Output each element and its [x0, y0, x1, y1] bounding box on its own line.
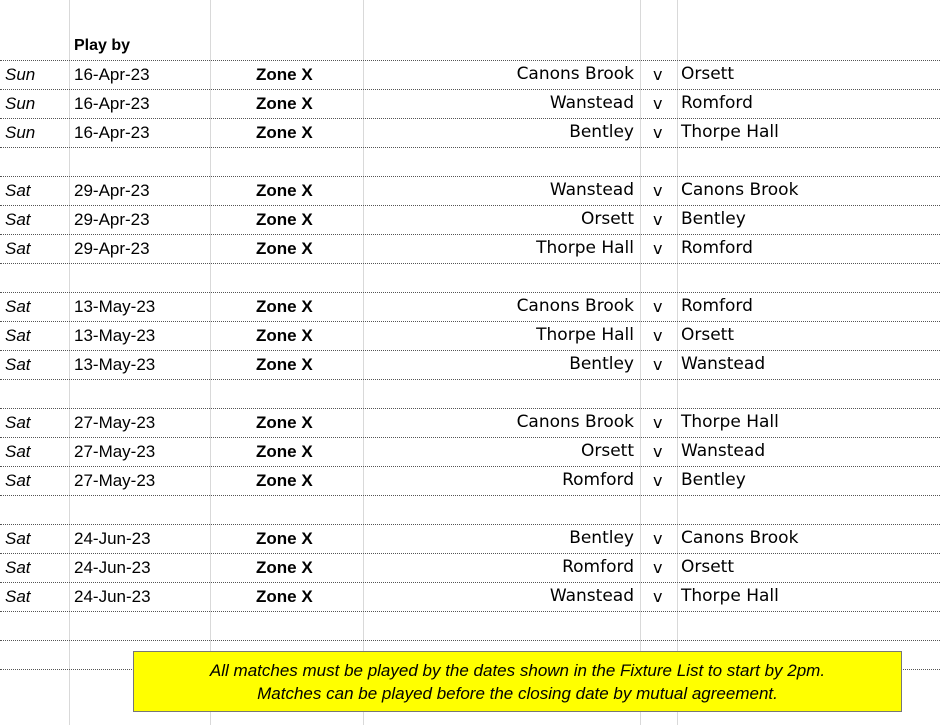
fixture-date[interactable]: 24-Jun-23 [74, 558, 151, 577]
versus-label[interactable]: v [653, 471, 663, 490]
home-team[interactable]: Wanstead [549, 180, 634, 200]
away-team[interactable]: Thorpe Hall [681, 586, 779, 606]
empty-row [0, 379, 940, 409]
fixture-zone[interactable]: Zone X [256, 181, 313, 200]
fixture-row [0, 234, 940, 264]
away-team[interactable]: Wanstead [681, 354, 766, 374]
away-team[interactable]: Romford [681, 93, 753, 113]
fixture-row [0, 89, 940, 119]
fixture-day[interactable]: Sat [5, 413, 31, 432]
home-team[interactable]: Canons Brook [516, 412, 634, 432]
versus-label[interactable]: v [653, 181, 663, 200]
fixture-row [0, 582, 940, 612]
fixture-date[interactable]: 27-May-23 [74, 442, 156, 461]
home-team[interactable]: Canons Brook [516, 296, 634, 316]
away-team[interactable]: Canons Brook [681, 528, 799, 548]
empty-row [0, 263, 940, 293]
empty-row [0, 495, 940, 525]
versus-label[interactable]: v [653, 413, 663, 432]
header-row [0, 31, 940, 61]
versus-label[interactable]: v [653, 529, 663, 548]
home-team[interactable]: Bentley [569, 354, 634, 374]
fixture-row [0, 292, 940, 322]
fixture-zone[interactable]: Zone X [256, 413, 313, 432]
fixture-date[interactable]: 27-May-23 [74, 471, 156, 490]
fixture-day[interactable]: Sun [5, 123, 36, 142]
fixture-row [0, 350, 940, 380]
fixture-date[interactable]: 16-Apr-23 [74, 65, 150, 84]
fixture-date[interactable]: 13-May-23 [74, 326, 156, 345]
home-team[interactable]: Romford [562, 470, 634, 490]
play-by-header[interactable]: Play by [74, 37, 131, 54]
fixture-row [0, 60, 940, 90]
home-team[interactable]: Wanstead [549, 93, 634, 113]
fixture-zone[interactable]: Zone X [256, 471, 313, 490]
home-team[interactable]: Romford [562, 557, 634, 577]
fixture-day[interactable]: Sat [5, 558, 31, 577]
away-team[interactable]: Romford [681, 238, 753, 258]
fixture-date[interactable]: 29-Apr-23 [74, 181, 150, 200]
away-team[interactable]: Orsett [681, 557, 735, 577]
fixture-date[interactable]: 13-May-23 [74, 297, 156, 316]
fixture-date[interactable]: 16-Apr-23 [74, 94, 150, 113]
home-team[interactable]: Wanstead [549, 586, 634, 606]
versus-label[interactable]: v [653, 65, 663, 84]
fixture-day[interactable]: Sat [5, 239, 31, 258]
away-team[interactable]: Bentley [681, 470, 746, 490]
fixture-day[interactable]: Sat [5, 529, 31, 548]
fixture-date[interactable]: 29-Apr-23 [74, 239, 150, 258]
fixture-zone[interactable]: Zone X [256, 355, 313, 374]
fixture-row [0, 176, 940, 206]
fixture-zone[interactable]: Zone X [256, 94, 313, 113]
fixture-row [0, 118, 940, 148]
fixture-zone[interactable]: Zone X [256, 587, 313, 606]
fixture-zone[interactable]: Zone X [256, 239, 313, 258]
versus-label[interactable]: v [653, 123, 663, 142]
fixture-zone[interactable]: Zone X [256, 326, 313, 345]
fixture-date[interactable]: 16-Apr-23 [74, 123, 150, 142]
note-line-2: Matches can be played before the closing date by mutual agreement. [257, 683, 778, 703]
fixture-date[interactable]: 24-Jun-23 [74, 587, 151, 606]
fixture-day[interactable]: Sat [5, 297, 31, 316]
home-team[interactable]: Bentley [569, 528, 634, 548]
fixture-day[interactable]: Sat [5, 210, 31, 229]
fixture-date[interactable]: 24-Jun-23 [74, 529, 151, 548]
fixture-zone[interactable]: Zone X [256, 442, 313, 461]
away-team[interactable]: Thorpe Hall [681, 412, 779, 432]
fixture-day[interactable]: Sun [5, 94, 36, 113]
versus-label[interactable]: v [653, 297, 663, 316]
fixture-day[interactable]: Sat [5, 326, 31, 345]
fixture-zone[interactable]: Zone X [256, 529, 313, 548]
empty-row [0, 611, 940, 641]
fixture-zone[interactable]: Zone X [256, 123, 313, 142]
away-team[interactable]: Romford [681, 296, 753, 316]
away-team[interactable]: Canons Brook [681, 180, 799, 200]
fixture-zone[interactable]: Zone X [256, 210, 313, 229]
empty-row [0, 147, 940, 177]
versus-label[interactable]: v [653, 355, 663, 374]
fixture-day[interactable]: Sat [5, 587, 31, 606]
fixture-day[interactable]: Sun [5, 65, 36, 84]
fixture-row [0, 205, 940, 235]
fixture-row [0, 408, 940, 438]
home-team[interactable]: Thorpe Hall [536, 238, 634, 258]
fixture-row [0, 524, 940, 554]
versus-label[interactable]: v [653, 239, 663, 258]
home-team[interactable]: Orsett [580, 209, 634, 229]
fixture-row [0, 553, 940, 583]
versus-label[interactable]: v [653, 94, 663, 113]
fixture-day[interactable]: Sat [5, 442, 31, 461]
fixture-row [0, 321, 940, 351]
fixture-zone[interactable]: Zone X [256, 558, 313, 577]
fixture-date[interactable]: 27-May-23 [74, 413, 156, 432]
fixture-day[interactable]: Sat [5, 355, 31, 374]
fixture-row [0, 437, 940, 467]
home-team[interactable]: Orsett [580, 441, 634, 461]
fixture-day[interactable]: Sat [5, 471, 31, 490]
fixture-day[interactable]: Sat [5, 181, 31, 200]
fixture-zone[interactable]: Zone X [256, 297, 313, 316]
fixture-date[interactable]: 29-Apr-23 [74, 210, 150, 229]
versus-label[interactable]: v [653, 210, 663, 229]
away-team[interactable]: Orsett [681, 64, 735, 84]
versus-label[interactable]: v [653, 587, 663, 606]
away-team[interactable]: Bentley [681, 209, 746, 229]
away-team[interactable]: Wanstead [681, 441, 766, 461]
away-team[interactable]: Orsett [681, 325, 735, 345]
away-team[interactable]: Thorpe Hall [681, 122, 779, 142]
fixture-zone[interactable]: Zone X [256, 65, 313, 84]
versus-label[interactable]: v [653, 442, 663, 461]
fixture-date[interactable]: 13-May-23 [74, 355, 156, 374]
versus-label[interactable]: v [653, 326, 663, 345]
home-team[interactable]: Bentley [569, 122, 634, 142]
fixture-row [0, 466, 940, 496]
home-team[interactable]: Canons Brook [516, 64, 634, 84]
note-line-1: All matches must be played by the dates shown in the Fixture List to start by 2pm. [209, 660, 826, 680]
home-team[interactable]: Thorpe Hall [536, 325, 634, 345]
fixture-note [133, 651, 902, 712]
versus-label[interactable]: v [653, 558, 663, 577]
